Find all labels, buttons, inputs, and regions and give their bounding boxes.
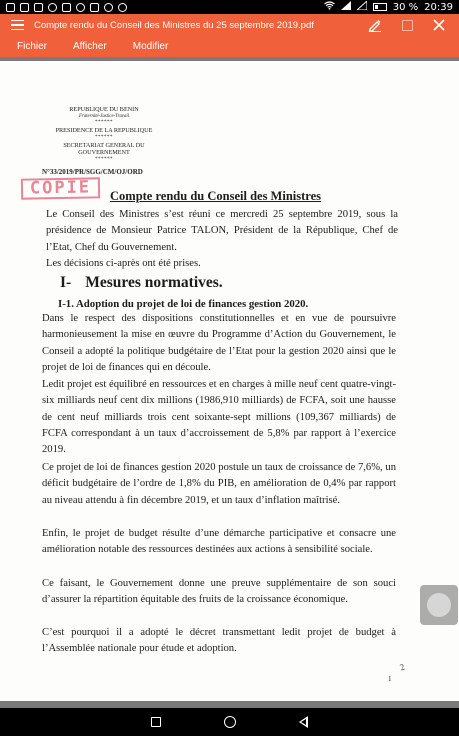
notification-icon <box>34 3 43 12</box>
header-republic: REPUBLIQUE DU BENIN <box>69 106 139 113</box>
close-icon[interactable] <box>431 17 447 33</box>
header-stars: ****** <box>95 120 113 125</box>
clock: 20:39 <box>424 1 453 13</box>
document-heading: Compte rendu du Conseil des Ministres <box>110 189 322 203</box>
signal-icon <box>357 1 367 13</box>
menu-modifier[interactable]: Modifier <box>132 41 169 52</box>
triangle-back-icon <box>299 716 308 728</box>
intro-decisions: Les décisions ci-après ont été prises. <box>46 258 201 269</box>
signal-icon <box>341 1 351 13</box>
body-paragraph: Ledit projet est équilibré en ressources et en charges à mille neuf cent quatre-vingt-six milliards neuf cent dix millions (1986,910 milliards) de FCFA, soit une hausse de cent neuf milliards trois cent soixante-sept millions (109,367 milliards) de FCFA correspondant à un taux d’accroissement de 5,8% par rapport à l’exercice 2019. <box>42 379 396 456</box>
home-button[interactable] <box>223 715 237 729</box>
pen-edit-icon[interactable] <box>367 17 383 33</box>
notification-icon <box>104 3 113 12</box>
status-bar <box>0 0 459 14</box>
body-paragraph: Ce projet de loi de finances gestion 2020 postule un taux de croissance de 7,6%, un déficit budgétaire de l’ordre de 1,8% du PIB, en amélioration de 0,4% par rapport au niveau attendu à fin décembre 2019, et un taux d’inflation maîtrisé. <box>42 462 396 506</box>
section-number: I- <box>60 274 72 291</box>
notification-icon <box>62 3 71 12</box>
square-icon <box>151 717 161 727</box>
header-presidency: PRESIDENCE DE LA REPUBLIQUE <box>55 127 153 134</box>
assistive-touch-icon <box>427 593 451 617</box>
hamburger-menu-icon[interactable] <box>0 14 34 36</box>
notification-icon <box>90 3 99 12</box>
body-paragraph: Dans le respect des dispositions constitutionnelles et en vue de poursuivre harmonieusement la mise en œuvre du Programme d’Action du Gouvernement, le Conseil a adopté la politique budgétaire de l’Etat pour la gestion 2020 ainsi que le projet de loi de finances qui en découle. <box>42 313 396 373</box>
document-title: Compte rendu du Conseil des Ministres du 25 septembre 2019.pdf <box>34 19 314 31</box>
notification-icon <box>6 3 15 12</box>
reference-number: N°33/2019/PR/SGG/CM/OJ/ORD <box>42 168 143 176</box>
section-title <box>60 274 223 292</box>
battery-icon <box>373 3 387 11</box>
body-paragraph: Ce faisant, le Gouvernement donne une preuve supplémentaire de son souci d’assurer la répartition équitable des fruits de la croissance économique. <box>42 578 396 606</box>
menu-afficher[interactable]: Afficher <box>73 41 107 52</box>
document-viewer[interactable] <box>0 57 459 708</box>
handwritten-mark: 2 <box>398 661 407 673</box>
header-secretariat: SECRETARIAT GENERAL DU <box>63 142 145 149</box>
notification-icon <box>76 3 85 12</box>
intro-paragraph: Le Conseil des Ministres s’est réuni ce mercredi 25 septembre 2019, sous la présidence de Monsieur Patrice TALON, Président de la République, Chef de l’Etat, Chef du Gouvernement. <box>46 209 398 253</box>
section-label: Mesures normatives. <box>85 274 223 291</box>
body-paragraph: C’est pourquoi il a adopté le décret transmettant ledit projet de budget à l’Assemblée nationale pour étude et adoption. <box>42 627 396 655</box>
navigation-bar <box>0 708 459 736</box>
page-number: 1 <box>388 675 392 683</box>
circle-icon <box>224 716 236 728</box>
header-motto: Fraternité-Justice-Travail <box>78 114 130 119</box>
notification-icon <box>118 3 127 12</box>
save-icon[interactable] <box>399 17 415 33</box>
header-stars: ****** <box>95 157 113 162</box>
menu-bar <box>0 36 459 57</box>
battery-level: 30 % <box>392 1 419 13</box>
back-button[interactable] <box>297 715 311 729</box>
wifi-icon <box>324 1 335 13</box>
menu-fichier[interactable]: Fichier <box>17 41 48 52</box>
notification-icon <box>20 3 29 12</box>
notification-icon <box>48 3 57 12</box>
app-title-bar <box>0 14 459 36</box>
header-stars: ****** <box>95 135 113 140</box>
header-government: GOUVERNEMENT <box>78 149 130 156</box>
pdf-page[interactable] <box>0 61 459 701</box>
copie-stamp: COPIE <box>21 177 100 199</box>
floating-assistive-button[interactable] <box>420 585 458 625</box>
subsection-title: I-1. Adoption du projet de loi de finances gestion 2020. <box>58 298 309 310</box>
notification-icons <box>6 3 127 12</box>
recent-apps-button[interactable] <box>149 715 163 729</box>
body-paragraph: Enfin, le projet de budget résulte d’une démarche participative et consacre une amélioration notable des ressources destinées aux actions à sensibilité sociale. <box>42 528 396 556</box>
